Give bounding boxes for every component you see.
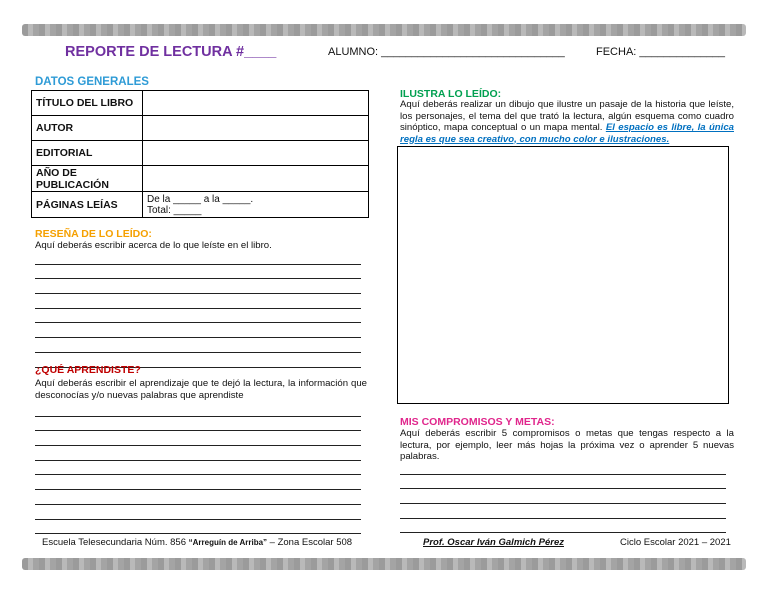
datos-generales-table <box>31 90 369 218</box>
student-field: ALUMNO: ______________________________ <box>328 46 565 58</box>
school-number: Escuela Telesecundaria Núm. 856 <box>42 537 186 548</box>
date-field: FECHA: ______________ <box>596 46 726 58</box>
paginas-range: De la _____ a la _____. <box>147 193 254 205</box>
table-row <box>32 141 369 166</box>
table-row <box>32 192 369 218</box>
ilustra-emphasis: El espacio es libre, la única regla es que sea creativo, con mucho color e ilustraciones. <box>400 122 734 145</box>
torn-edge-bottom <box>22 558 746 570</box>
anio-label-word-1: AÑO DE <box>36 166 77 179</box>
table-row <box>32 166 369 192</box>
row-label-autor: AUTOR <box>32 116 143 141</box>
table-row <box>32 91 369 116</box>
compromisos-instructions: Aquí deberás escribir 5 compromisos o metas que tengas respecto a la lectura, por ejemplo, leer más hojas la próxima vez o aprender 5 nuevas palabras. <box>400 428 734 462</box>
ilustra-instructions <box>400 99 734 145</box>
resena-writing-lines <box>35 250 361 368</box>
row-value-titulo <box>143 91 369 116</box>
school-zone: – Zona Escolar 508 <box>269 537 353 548</box>
torn-edge-top <box>22 24 746 36</box>
anio-label-word-2: PUBLICACIÓN <box>36 178 109 191</box>
row-label-titulo: TÍTULO DEL LIBRO <box>32 91 143 116</box>
aprendiste-instructions: Aquí deberás escribir el aprendizaje que te dejó la lectura, la información que desconocías y/o nuevas palabras que aprendiste <box>35 378 367 401</box>
ilustra-text: Aquí deberás realizar un dibujo que ilustre un pasaje de la historia que leíste, los personajes, el tema del que trató la lectura, algún esquema como cuadro sinóptico, mapa conceptual o un mapa mental. <box>400 99 734 133</box>
row-value-autor <box>143 116 369 141</box>
report-title: REPORTE DE LECTURA #____ <box>65 44 277 60</box>
datos-generales-heading: DATOS GENERALES <box>35 76 149 88</box>
table-row <box>32 116 369 141</box>
paginas-total: Total: _____ <box>147 204 202 216</box>
ilustra-heading: ILUSTRA LO LEÍDO: <box>400 88 502 100</box>
row-value-editorial <box>143 141 369 166</box>
row-value-anio <box>143 166 369 192</box>
drawing-box[interactable] <box>397 146 729 404</box>
row-value-paginas <box>143 192 369 218</box>
resena-instructions: Aquí deberás escribir acerca de lo que leíste en el libro. <box>35 240 272 251</box>
school-name: “Arreguín de Arriba” <box>188 538 268 547</box>
resena-heading: RESEÑA DE LO LEÍDO: <box>35 228 152 240</box>
aprendiste-heading: ¿QUÉ APRENDISTE? <box>35 364 141 376</box>
footer-teacher: Prof. Oscar Iván Galmich Pérez <box>423 537 564 548</box>
compromisos-heading: MIS COMPROMISOS Y METAS: <box>400 416 555 428</box>
compromisos-writing-lines <box>400 460 726 533</box>
aprendiste-writing-lines <box>35 402 361 534</box>
row-label-paginas: PÁGINAS LEÍAS <box>32 192 143 218</box>
row-label-editorial: EDITORIAL <box>32 141 143 166</box>
footer-cycle: Ciclo Escolar 2021 – 2021 <box>620 537 731 548</box>
row-label-anio <box>32 166 143 192</box>
footer-school <box>42 537 352 548</box>
